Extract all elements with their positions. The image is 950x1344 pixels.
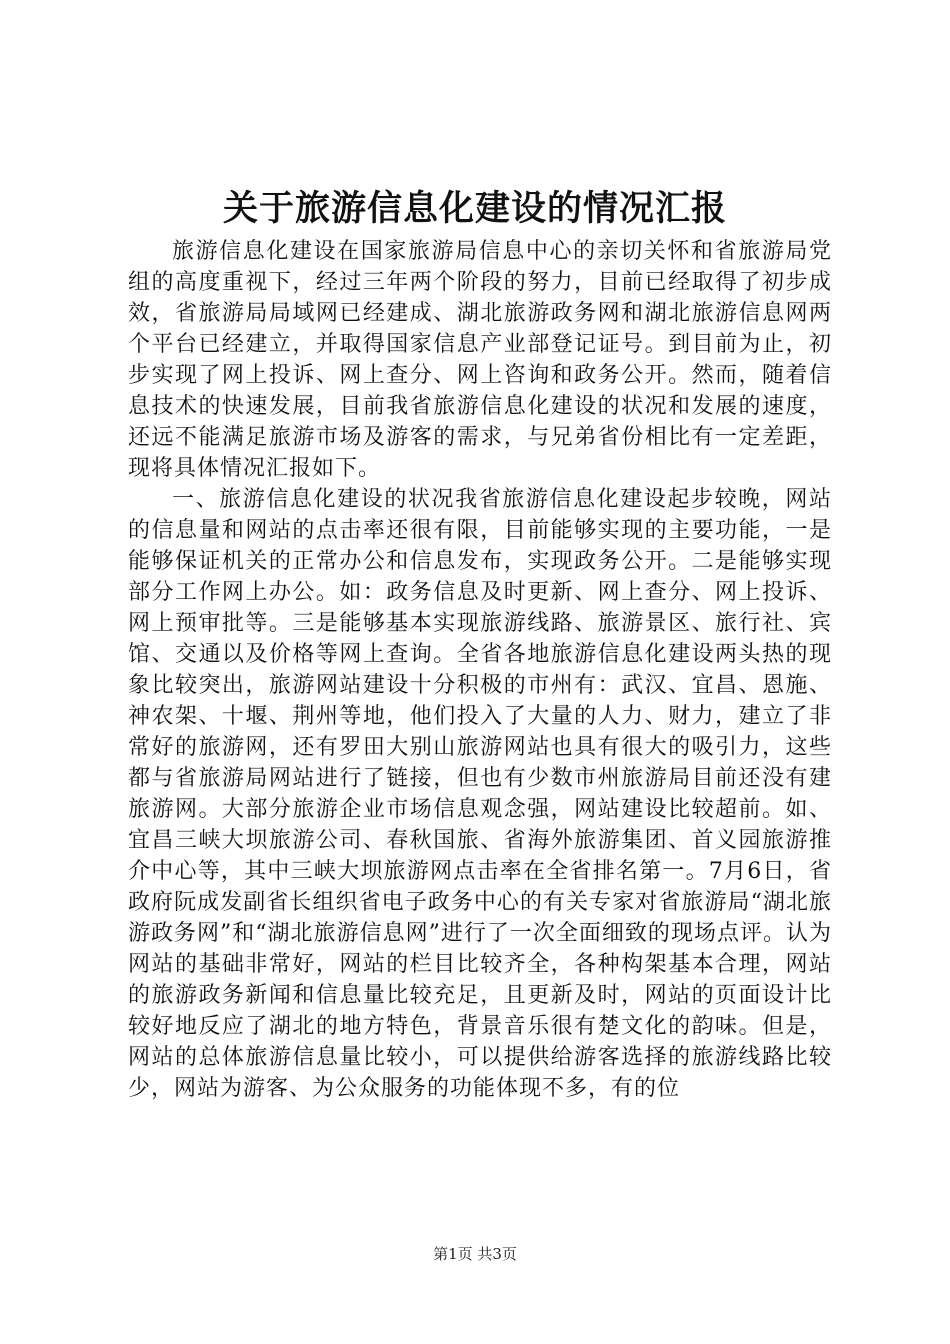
paragraph-section-one: 一、旅游信息化建设的状况我省旅游信息化建设起步较晚，网站的信息量和网站的点击率还很有限，目前能够实现的主要功能，一是能够保证机关的正常办公和信息发布，实现政务公开。二是能够实现部分工作网上办公。如：政务信息及时更新、网上查分、网上投诉、网上预审批等。三是能够基本实现旅游线路、旅游景区、旅行社、宾馆、交通以及价格等网上查询。全省各地旅游信息化建设两头热的现象比较突出，旅游网站建设十分积极的市州有：武汉、宜昌、恩施、神农架、十堰、荆州等地，他们投入了大量的人力、财力，建立了非常好的旅游网，还有罗田大别山旅游网站也具有很大的吸引力，这些都与省旅游局网站进行了链接，但也有少数市州旅游局目前还没有建旅游网。大部分旅游企业市场信息观念强，网站建设比较超前。如、宜昌三峡大坝旅游公司、春秋国旅、省海外旅游集团、首义园旅游推介中心等，其中三峡大坝旅游网点击率在全省排名第一。7月6日，省政府阮成发副省长组织省电子政务中心的有关专家对省旅游局“湖北旅游政务网”和“湖北旅游信息网”进行了一次全面细致的现场点评。认为网站的基础非常好，网站的栏目比较齐全，各种构架基本合理，网站的旅游政务新闻和信息量比较充足，且更新及时，网站的页面设计比较好地反应了湖北的地方特色，背景音乐很有楚文化的韵味。但是，网站的总体旅游信息量比较小，可以提供给游客选择的旅游线路比较少，网站为游客、为公众服务的功能体现不多，有的位 (128, 487, 832, 1101)
page-number-footer: 第1页 共3页 (433, 1245, 517, 1263)
document-title: 关于旅游信息化建设的情况汇报 (222, 188, 727, 229)
paragraph-intro: 旅游信息化建设在国家旅游局信息中心的亲切关怀和省旅游局党组的高度重视下，经过三年两个阶段的努力，目前已经取得了初步成效，省旅游局局域网已经建成、湖北旅游政务网和湖北旅游信息网两个平台已经建立，并取得国家信息产业部登记证号。到目前为止，初步实现了网上投诉、网上查分、网上咨询和政务公开。然而，随着信息技术的快速发展，目前我省旅游信息化建设的状况和发展的速度，还远不能满足旅游市场及游客的需求，与兄弟省份相比有一定差距，现将具体情况汇报如下。 (128, 239, 832, 481)
document-body (128, 236, 832, 1104)
